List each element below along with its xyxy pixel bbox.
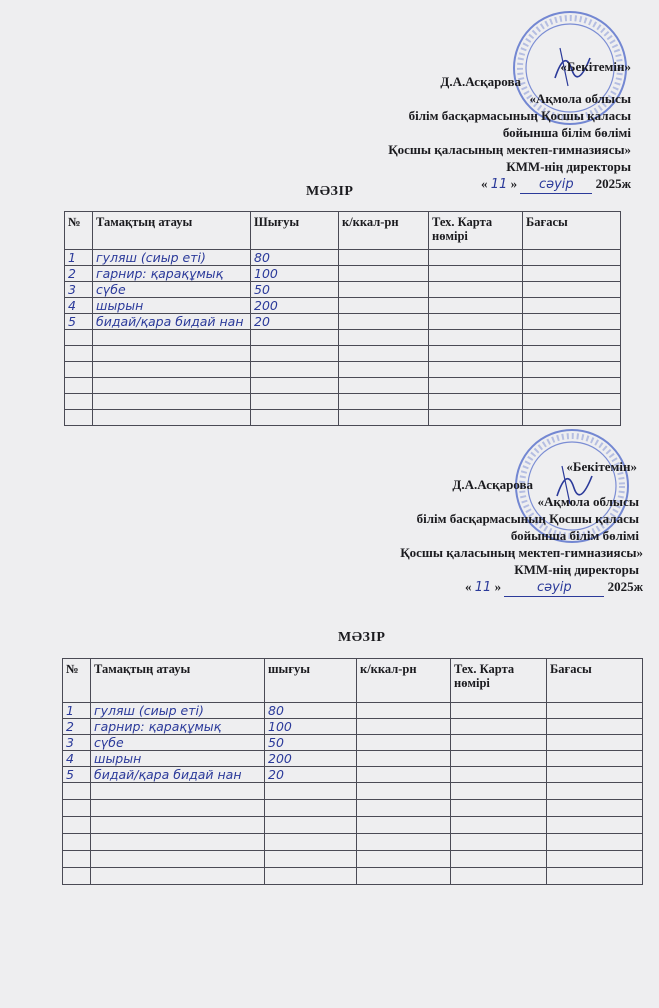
approval-date: « 11 » сәуір 2025ж — [481, 176, 631, 192]
director-name: Д.А.Асқарова — [440, 74, 521, 89]
menu-title: МӘЗІР — [306, 184, 354, 199]
director-name: Д.А.Асқарова — [452, 477, 533, 492]
approval-title: «Бекітемін» — [566, 459, 637, 474]
approval-line-3: бойынша білім бөлімі — [502, 125, 631, 140]
empty-row — [63, 800, 643, 817]
approval-line-4: Қосшы қаласының мектеп-гимназиясы» — [388, 142, 631, 157]
header-num: № — [63, 659, 91, 703]
header-kcal: к/ккал-рн — [357, 659, 451, 703]
menu-section-top — [0, 0, 659, 440]
approval-lines — [400, 476, 643, 597]
header-price: Бағасы — [523, 212, 621, 250]
empty-row — [63, 851, 643, 868]
approval-line-5: КММ-нің директоры — [514, 562, 639, 577]
approval-line-2: білім басқармасының Қосшы қаласы — [416, 511, 639, 526]
approval-line-3: бойынша білім бөлімі — [510, 528, 639, 543]
header-tech-card: Тех. Карта нөмірі — [451, 659, 547, 703]
approval-lines — [388, 73, 631, 194]
approval-line-1: «Ақмола облысы — [529, 91, 631, 106]
header-name: Тамақтың атауы — [91, 659, 265, 703]
header-name: Тамақтың атауы — [93, 212, 251, 250]
date-year: 2025ж — [607, 579, 643, 594]
header-yield: Шығуы — [251, 212, 339, 250]
menu-section-bottom — [0, 440, 659, 1008]
table-row: 1 гуляш (сиыр еті) 80 — [63, 703, 643, 719]
empty-row — [63, 817, 643, 834]
approval-line-4: Қосшы қаласының мектеп-гимназиясы» — [400, 545, 643, 560]
empty-row — [65, 410, 621, 426]
table-row: 4 шырын 200 — [63, 751, 643, 767]
table-row: 4 шырын 200 — [65, 298, 621, 314]
empty-row — [65, 346, 621, 362]
date-day: 11 — [490, 177, 508, 192]
table-row: 2 гарнир: қарақұмық 100 — [65, 266, 621, 282]
header-price: Бағасы — [547, 659, 643, 703]
date-month: сәуір — [504, 579, 604, 597]
empty-row — [65, 394, 621, 410]
empty-row — [63, 834, 643, 851]
table-header-row — [63, 659, 643, 703]
menu-table-top — [64, 211, 621, 426]
menu-title: МӘЗІР — [338, 630, 386, 645]
table-header-row — [65, 212, 621, 250]
menu-table-bottom — [62, 658, 643, 885]
table-row: 5 бидай/қара бидай нан 20 — [65, 314, 621, 330]
empty-row — [63, 868, 643, 885]
header-yield: шығуы — [265, 659, 357, 703]
table-row: 3 сүбе 50 — [65, 282, 621, 298]
approval-line-1: «Ақмола облысы — [537, 494, 639, 509]
header-kcal: к/ккал-рн — [339, 212, 429, 250]
table-row: 1 гуляш (сиыр еті) 80 — [65, 250, 621, 266]
approval-block — [566, 458, 637, 475]
empty-row — [65, 330, 621, 346]
header-tech-card: Тех. Карта нөмірі — [429, 212, 523, 250]
date-day: 11 — [474, 580, 492, 595]
header-num: № — [65, 212, 93, 250]
empty-row — [63, 783, 643, 800]
empty-row — [65, 378, 621, 394]
table-row: 2 гарнир: қарақұмық 100 — [63, 719, 643, 735]
date-year: 2025ж — [595, 176, 631, 191]
table-row: 3 сүбе 50 — [63, 735, 643, 751]
approval-line-5: КММ-нің директоры — [506, 159, 631, 174]
table-row: 5 бидай/қара бидай нан 20 — [63, 767, 643, 783]
approval-title: «Бекітемін» — [560, 59, 631, 74]
empty-row — [65, 362, 621, 378]
approval-line-2: білім басқармасының Қосшы қаласы — [408, 108, 631, 123]
date-month: сәуір — [520, 176, 592, 194]
approval-date: « 11 » сәуір 2025ж — [465, 579, 643, 595]
